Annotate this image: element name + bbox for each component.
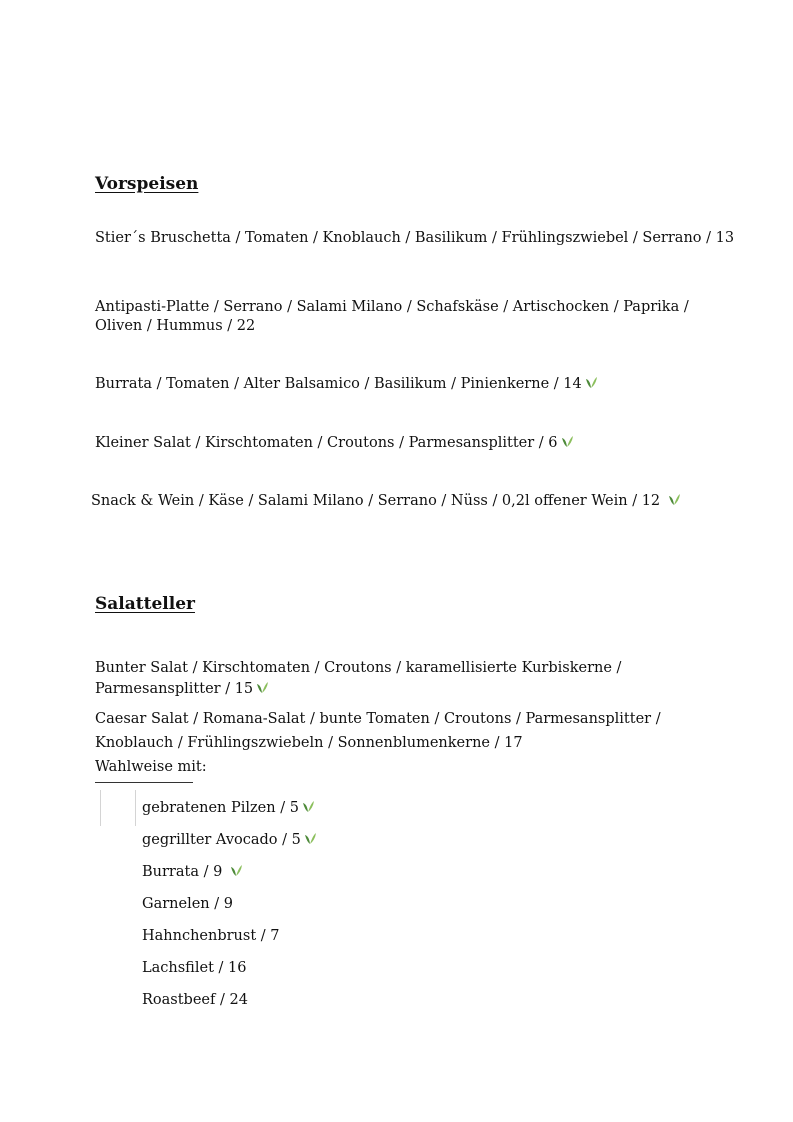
divider	[95, 782, 193, 783]
leaf-icon	[560, 435, 574, 449]
extra-item: Roastbeef / 24	[142, 992, 248, 1008]
menu-item: Antipasti-Platte / Serrano / Salami Milano / Schafskäse / Artischocken / Paprika /	[95, 299, 689, 315]
extra-item: Lachsfilet / 16	[142, 960, 247, 976]
divider	[100, 790, 101, 826]
menu-item-continuation: Knoblauch / Frühlingszwiebeln / Sonnenblumenkerne / 17	[95, 735, 523, 751]
section-heading-vorspeisen: Vorspeisen	[95, 174, 199, 194]
leaf-icon	[229, 864, 243, 878]
extra-item-text: gegrillter Avocado / 5	[142, 832, 301, 848]
menu-item: Stier´s Bruschetta / Tomaten / Knoblauch / Basilikum / Frühlingszwiebel / Serrano / 13	[95, 230, 735, 246]
leaf-icon	[303, 832, 317, 846]
menu-item: Caesar Salat / Romana-Salat / bunte Tomaten / Croutons / Parmesansplitter /	[95, 711, 661, 727]
leaf-icon	[301, 800, 315, 814]
menu-item-text: Kleiner Salat / Kirschtomaten / Croutons / Parmesansplitter / 6	[95, 435, 558, 451]
menu-item	[95, 375, 598, 394]
extra-item: Hahnchenbrust / 7	[142, 928, 280, 944]
menu-item-continuation: Oliven / Hummus / 22	[95, 318, 256, 334]
menu-item	[91, 492, 681, 511]
options-label: Wahlweise mit:	[95, 759, 207, 775]
menu-item-text: Burrata / Tomaten / Alter Balsamico / Basilikum / Pinienkerne / 14	[95, 376, 582, 392]
menu-item: Bunter Salat / Kirschtomaten / Croutons / karamellisierte Kurbiskerne /	[95, 660, 622, 676]
divider	[135, 790, 136, 826]
menu-item-text: Parmesansplitter / 15	[95, 681, 254, 697]
leaf-icon	[584, 376, 598, 390]
leaf-icon	[255, 681, 269, 695]
leaf-icon	[667, 493, 681, 507]
section-heading-salatteller: Salatteller	[95, 594, 195, 614]
extra-item: Garnelen / 9	[142, 896, 233, 912]
extra-item-text: Burrata / 9	[142, 864, 223, 880]
extra-item-text: gebratenen Pilzen / 5	[142, 800, 299, 816]
menu-item-text: Snack & Wein / Käse / Salami Milano / Serrano / Nüss / 0,2l offener Wein / 12	[91, 493, 661, 509]
extra-item	[142, 799, 315, 818]
menu-item-continuation	[95, 680, 269, 699]
extra-item	[142, 831, 317, 850]
menu-item	[95, 434, 574, 453]
extra-item	[142, 863, 243, 882]
